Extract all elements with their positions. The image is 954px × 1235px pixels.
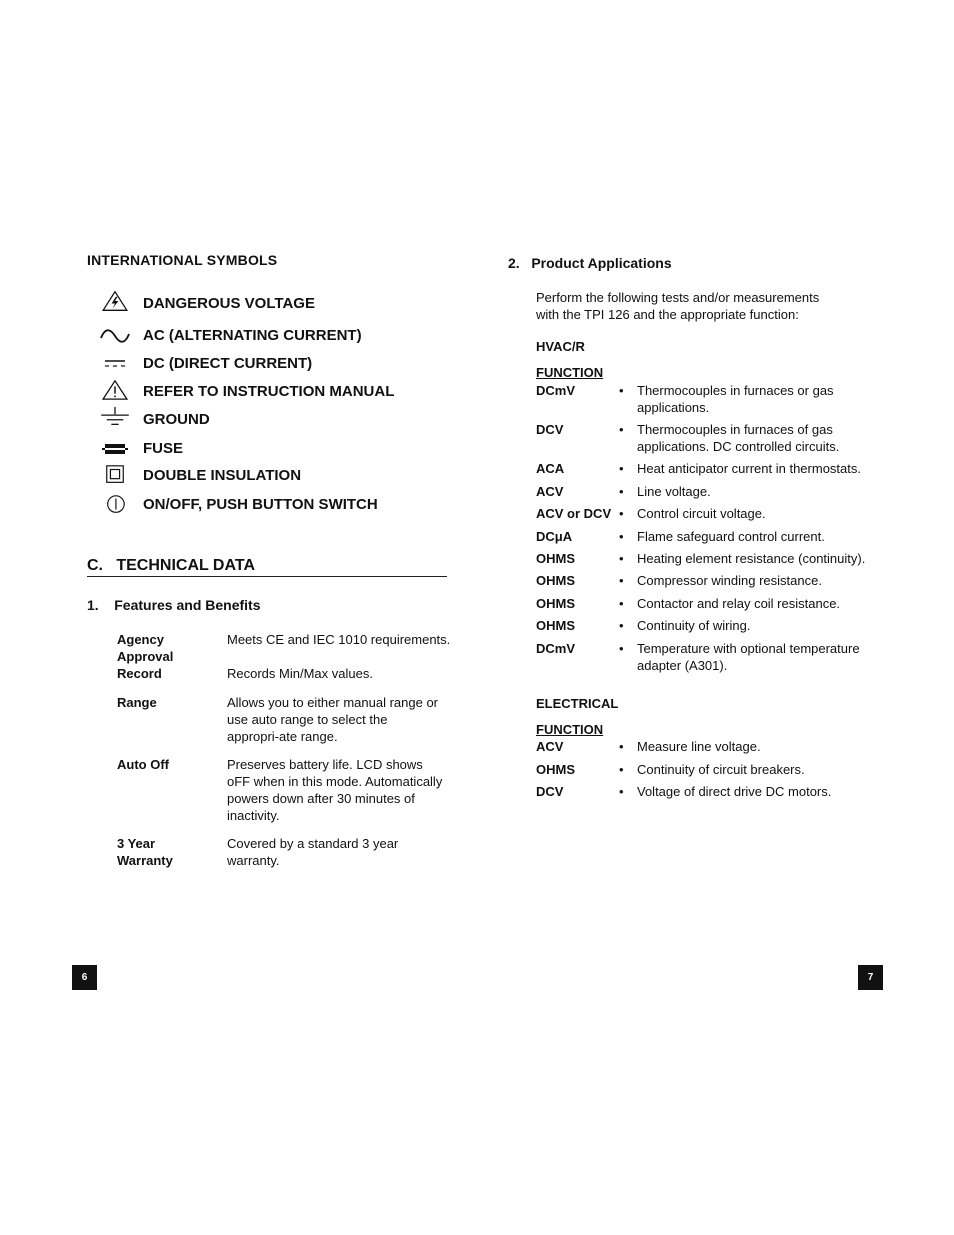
app-function: OHMS [536,573,575,588]
app-description: Thermocouples in furnaces or gas applications. [637,383,834,415]
app-function: DCμA [536,529,573,544]
symbol-row-double-insulation [98,465,418,487]
app-function: ACA [536,461,565,476]
app-function: OHMS [536,762,575,777]
app-function: ACV [536,484,564,499]
feature-desc: Meets CE and IEC 1010 requirements. [227,632,451,647]
feature-term: Record [117,666,162,681]
bullet: • [619,551,624,566]
feature-desc: Covered by a standard 3 year warranty. [227,836,399,868]
app-description: Heating element resistance (continuity). [637,551,866,566]
symbol-row-ground [98,409,418,431]
app-description: Thermocouples in furnaces of gas applications. DC controlled circuits. [637,422,840,454]
bullet: • [619,506,624,521]
double-insulation-icon [98,464,132,486]
bullet: • [619,573,624,588]
technical-data-heading: C. TECHNICAL DATA [87,557,255,574]
symbol-label: DANGEROUS VOLTAGE [143,295,315,312]
app-description: Line voltage. [637,484,711,499]
bullet: • [619,762,624,777]
product-applications-heading: 2. Product Applications [508,255,672,271]
bullet: • [619,641,624,656]
feature-term: Auto Off [117,757,169,772]
product-applications-intro: Perform the following tests and/or measurements with the TPI 126 and the appropriate function: [536,290,820,322]
symbol-label: DC (DIRECT CURRENT) [143,355,313,372]
symbol-row-dangerous-voltage [98,293,418,315]
app-description: Continuity of wiring. [637,618,751,633]
power-switch-icon [98,494,132,516]
bullet: • [619,529,624,544]
bullet: • [619,618,624,633]
symbol-row-refer-manual [98,381,418,403]
symbol-label: FUSE [143,440,184,457]
app-description: Compressor winding resistance. [637,573,822,588]
electrical-heading: ELECTRICAL [536,696,619,711]
feature-desc: Preserves battery life. LCD shows oFF when in this mode. Automatically powers down after 30 minutes of inactivity. [227,757,443,823]
feature-term: Range [117,695,157,710]
app-description: Measure line voltage. [637,739,761,754]
page-number-left: 6 [72,965,97,990]
app-function: ACV or DCV [536,506,612,521]
page-number-right: 7 [858,965,883,990]
international-symbols-heading: INTERNATIONAL SYMBOLS [87,252,278,268]
app-description: Control circuit voltage. [637,506,766,521]
feature-desc: Allows you to either manual range or use auto range to select the appropri-ate range. [227,695,439,744]
symbol-row-dc [98,353,418,375]
app-function: ACV [536,739,564,754]
app-description: Continuity of circuit breakers. [637,762,805,777]
function-column-heading: FUNCTION [536,365,604,380]
features-heading: 1. Features and Benefits [87,597,261,613]
symbol-label: AC (ALTERNATING CURRENT) [143,327,362,344]
function-column-heading: FUNCTION [536,722,604,737]
fuse-icon [98,438,132,460]
app-function: DCV [536,784,564,799]
feature-term: Agency Approval [117,632,174,664]
dc-icon [98,353,132,375]
symbol-label: DOUBLE INSULATION [143,467,302,484]
section-divider [87,576,447,577]
app-function: DCmV [536,383,576,398]
app-description: Heat anticipator current in thermostats. [637,461,861,476]
ground-icon [98,406,132,428]
app-function: DCV [536,422,564,437]
bullet: • [619,484,624,499]
feature-desc: Records Min/Max values. [227,666,373,681]
bullet: • [619,596,624,611]
app-function: DCmV [536,641,576,656]
warning-triangle-icon [98,379,132,401]
dangerous-voltage-icon [98,290,132,312]
symbol-label: GROUND [143,411,210,428]
bullet: • [619,422,624,437]
app-description: Contactor and relay coil resistance. [637,596,841,611]
hvac-heading: HVAC/R [536,339,585,354]
app-description: Flame safeguard control current. [637,529,825,544]
symbol-row-fuse [98,438,418,460]
symbol-row-power-switch [98,494,418,516]
symbol-label: ON/OFF, PUSH BUTTON SWITCH [143,496,378,513]
bullet: • [619,739,624,754]
bullet: • [619,784,624,799]
app-description: Temperature with optional temperature adapter (A301). [637,641,860,673]
ac-wave-icon [98,325,132,347]
bullet: • [619,461,624,476]
symbol-row-ac [98,325,418,347]
app-description: Voltage of direct drive DC motors. [637,784,832,799]
app-function: OHMS [536,551,575,566]
app-function: OHMS [536,618,575,633]
symbol-label: REFER TO INSTRUCTION MANUAL [143,383,395,400]
bullet: • [619,383,624,398]
feature-term: 3 Year Warranty [117,836,173,868]
app-function: OHMS [536,596,575,611]
